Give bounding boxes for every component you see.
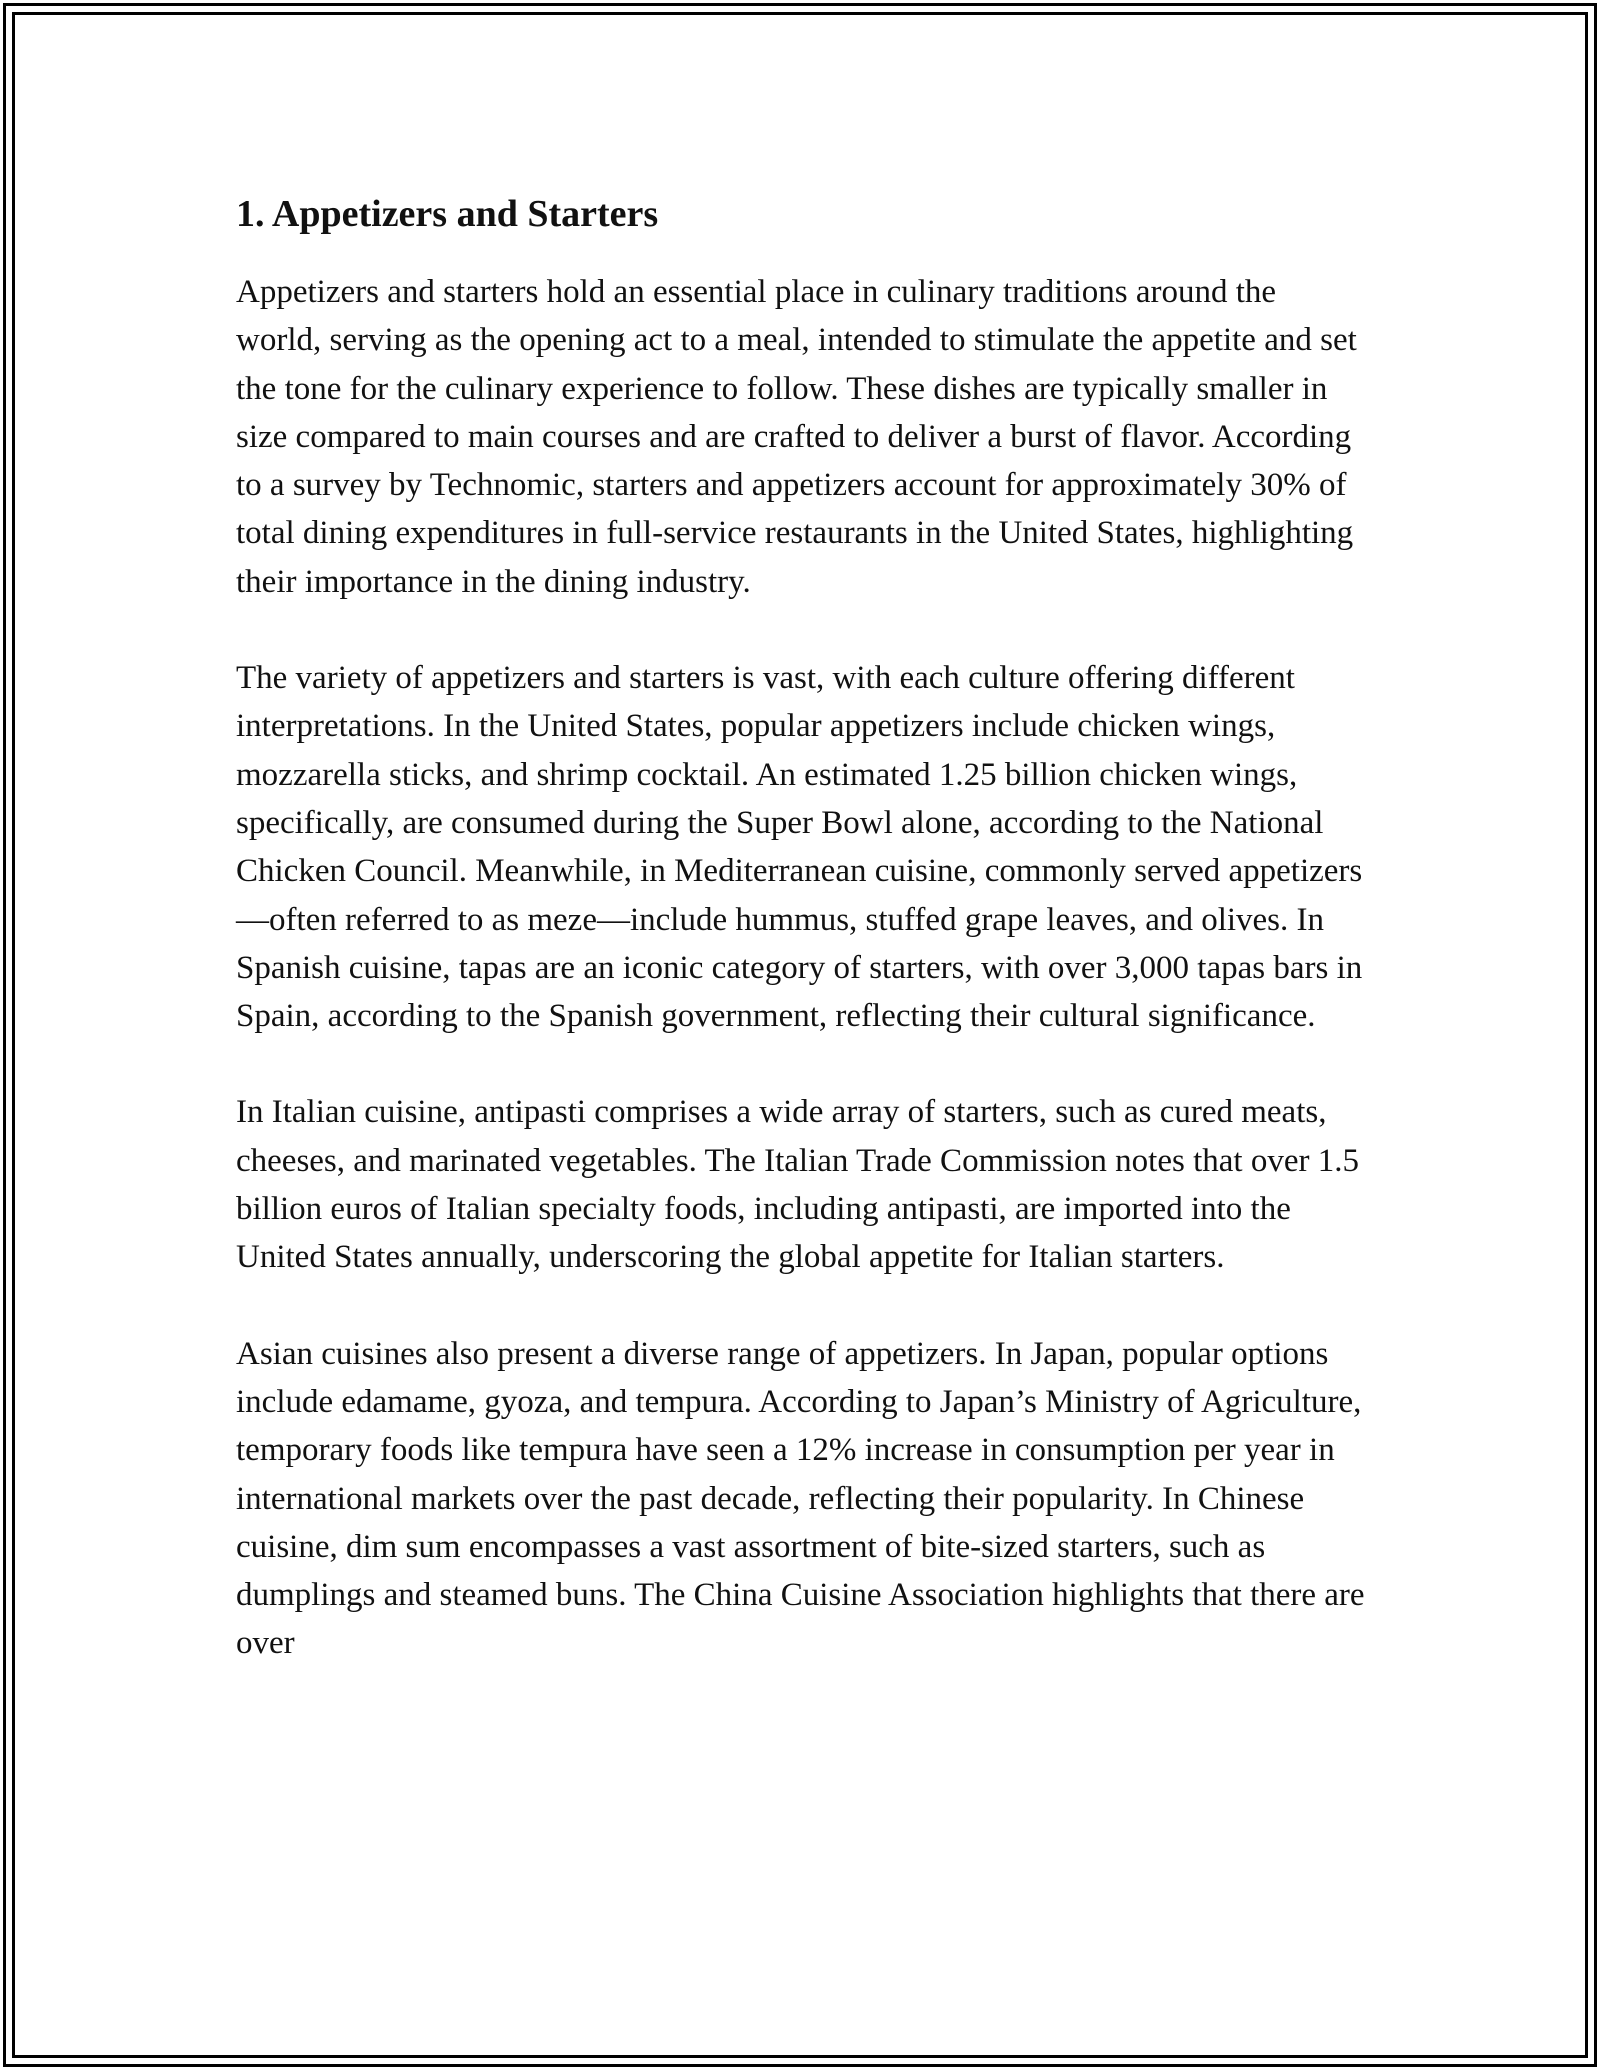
paragraph-intro: Appetizers and starters hold an essential place in culinary traditions around the world, serving as the opening act to a meal, intended to stimulate the appetite and set the tone for the culinary experience to follow. These dishes are typically smaller in size compared to main courses and are crafted to deliver a burst of flavor. According to a survey by Technomic, starters and appetizers account for approximately 30% of total dining expenditures in full-service restaurants in the United States, highlighting their importance in the dining industry. xyxy=(236,274,1357,600)
document-body xyxy=(236,188,1366,1668)
paragraph-italian: In Italian cuisine, antipasti comprises a wide array of starters, such as cured meats, cheeses, and marinated vegetables. The Italian Trade Commission notes that over 1.5 billion euros of Italian specialty foods, including antipasti, are imported into the United States annually, underscoring the global appetite for Italian starters. xyxy=(236,1094,1359,1276)
paragraph-asian: Asian cuisines also present a diverse range of appetizers. In Japan, popular options include edamame, gyoza, and tempura. According to Japan’s Ministry of Agriculture, temporary foods like tempura have seen a 12% increase in consumption per year in international markets over the past decade, reflecting their popularity. In Chinese cuisine, dim sum encompasses a vast assortment of bite-sized starters, such as dumplings and steamed buns. The China Cuisine Association highlights that there are over xyxy=(236,1335,1365,1662)
paragraph-variety: The variety of appetizers and starters is vast, with each culture offering different interpretations. In the United States, popular appetizers include chicken wings, mozzarella sticks, and shrimp cocktail. An estimated 1.25 billion chicken wings, specifically, are consumed during the Super Bowl alone, according to the National Chicken Council. Meanwhile, in Mediterranean cuisine, commonly served appetizers—often referred to as meze—include hummus, stuffed grape leaves, and olives. In Spanish cuisine, tapas are an iconic category of starters, with over 3,000 tapas bars in Spain, according to the Spanish government, reflecting their cultural significance. xyxy=(236,660,1363,1035)
section-heading: 1. Appetizers and Starters xyxy=(236,193,659,235)
